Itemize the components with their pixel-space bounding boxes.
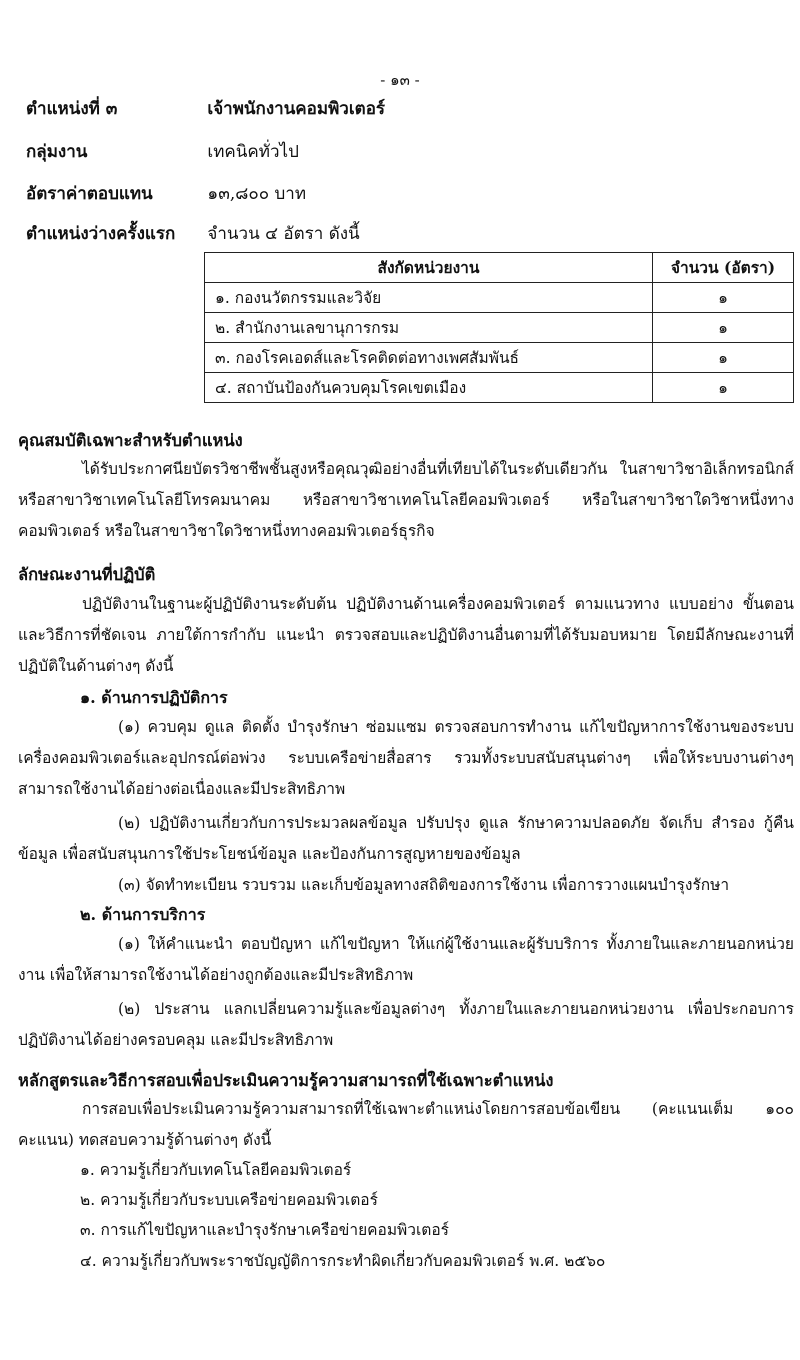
duties-intro: ปฏิบัติงานในฐานะผู้ปฏิบัติงานระดับต้น ปฏิบัติงานด้านเครื่องคอมพิวเตอร์ ตามแนวทาง แบบอย่าง ขั้นตอน และวิธีการที่ชัดเจน ภายใต้การกำกับ แนะนำ ตรวจสอบและปฏิบัติงานอื่นตามที่ได้รับมอบหมาย โดยมีลักษณะงานที่ปฏิบัติในด้านต่างๆ ดังนี้ xyxy=(18,595,794,675)
vacancy-label: ตำแหน่งว่างครั้งแรก xyxy=(26,224,176,244)
service-heading: ๒. ด้านการบริการ xyxy=(80,905,206,924)
group-label: กลุ่มงาน xyxy=(26,142,88,162)
service-item-2: (๒) ประสาน แลกเปลี่ยนความรู้และข้อมูลต่างๆ ทั้งภายในและภายนอกหน่วยงาน เพื่อประกอบการปฏิบัติงานได้อย่างครอบคลุม และมีประสิทธิภาพ xyxy=(18,1000,794,1049)
exam-item: ๑. ความรู้เกี่ยวกับเทคโนโลยีคอมพิวเตอร์ xyxy=(80,1161,352,1179)
count-column-header: จำนวน (อัตรา) xyxy=(653,253,794,283)
units-table xyxy=(204,252,794,403)
exam-item: ๓. การแก้ไขปัญหาและบำรุงรักษาเครือข่ายคอมพิวเตอร์ xyxy=(80,1221,449,1239)
salary-value: ๑๓,๘๐๐ บาท xyxy=(207,184,307,204)
table-row xyxy=(205,313,794,343)
unit-column-header: สังกัดหน่วยงาน xyxy=(205,253,653,283)
exam-heading: หลักสูตรและวิธีการสอบเพื่อประเมินความรู้ความสามารถที่ใช้เฉพาะตำแหน่ง xyxy=(18,1071,554,1090)
table-row xyxy=(205,373,794,403)
operations-item-2: (๒) ปฏิบัติงานเกี่ยวกับการประมวลผลข้อมูล ปรับปรุง ดูแล รักษาความปลอดภัย จัดเก็บ สำรอง กู้คืนข้อมูล เพื่อสนับสนุนการใช้ประโยชน์ข้อมูล และป้องกันการสูญหายของข้อมูล xyxy=(18,814,794,863)
exam-item: ๔. ความรู้เกี่ยวกับพระราชบัญญัติการกระทำผิดเกี่ยวกับคอมพิวเตอร์ พ.ศ. ๒๕๖๐ xyxy=(80,1252,606,1270)
qualifications-text: ได้รับประกาศนียบัตรวิชาชีพชั้นสูงหรือคุณวุฒิอย่างอื่นที่เทียบได้ในระดับเดียวกัน ในสาขาวิชาอิเล็กทรอนิกส์ หรือสาขาวิชาเทคโนโลยีโทรคมนาคม หรือสาขาวิชาเทคโนโลยีคอมพิวเตอร์ หรือในสาขาวิชาใดวิชาหนึ่งทางคอมพิวเตอร์ หรือในสาขาวิชาใดวิชาหนึ่งทางคอมพิวเตอร์ธุรกิจ xyxy=(18,460,794,540)
exam-item: ๒. ความรู้เกี่ยวกับระบบเครือข่ายคอมพิวเตอร์ xyxy=(80,1191,378,1209)
group-row xyxy=(26,138,299,165)
vacancy-value: จำนวน ๔ อัตรา ดังนี้ xyxy=(207,224,360,244)
group-value: เทคนิคทั่วไป xyxy=(207,142,299,162)
table-header-row xyxy=(205,253,794,283)
count-cell: ๑ xyxy=(653,283,794,313)
salary-label: อัตราค่าตอบแทน xyxy=(26,184,153,204)
position-value: เจ้าพนักงานคอมพิวเตอร์ xyxy=(207,99,386,119)
count-cell: ๑ xyxy=(653,343,794,373)
unit-cell: ๔. สถาบันป้องกันควบคุมโรคเขตเมือง xyxy=(205,373,653,403)
operations-item-1: (๑) ควบคุม ดูแล ติดตั้ง บำรุงรักษา ซ่อมแซม ตรวจสอบการทำงาน แก้ไขปัญหาการใช้งานของระบบเครื่องคอมพิวเตอร์และอุปกรณ์ต่อพ่วง ระบบเครือข่ายสื่อสาร รวมทั้งระบบสนับสนุนต่างๆ เพื่อให้ระบบงานต่างๆ สามารถใช้งานได้อย่างต่อเนื่องและมีประสิทธิภาพ xyxy=(18,718,794,798)
position-row xyxy=(26,95,385,122)
qualifications-heading: คุณสมบัติเฉพาะสำหรับตำแหน่ง xyxy=(18,431,243,450)
exam-intro: การสอบเพื่อประเมินความรู้ความสามารถที่ใช้เฉพาะตำแหน่งโดยการสอบข้อเขียน (คะแนนเต็ม ๑๐๐ คะแนน) ทดสอบความรู้ด้านต่างๆ ดังนี้ xyxy=(18,1100,794,1149)
count-cell: ๑ xyxy=(653,313,794,343)
count-cell: ๑ xyxy=(653,373,794,403)
page-number: - ๑๓ - xyxy=(380,71,420,89)
vacancy-row xyxy=(26,220,360,247)
table-row xyxy=(205,343,794,373)
operations-heading: ๑. ด้านการปฏิบัติการ xyxy=(80,688,228,707)
service-item-1: (๑) ให้คำแนะนำ ตอบปัญหา แก้ไขปัญหา ให้แก่ผู้ใช้งานและผู้รับบริการ ทั้งภายในและภายนอกหน่วยงาน เพื่อให้สามารถใช้งานได้อย่างถูกต้องและมีประสิทธิภาพ xyxy=(18,935,794,984)
unit-cell: ๓. กองโรคเอดส์และโรคติดต่อทางเพศสัมพันธ์ xyxy=(205,343,653,373)
unit-cell: ๒. สำนักงานเลขานุการกรม xyxy=(205,313,653,343)
duties-heading: ลักษณะงานที่ปฏิบัติ xyxy=(18,565,156,584)
operations-item-3: (๓) จัดทำทะเบียน รวบรวม และเก็บข้อมูลทางสถิติของการใช้งาน เพื่อการวางแผนบำรุงรักษา xyxy=(118,876,730,894)
position-label: ตำแหน่งที่ ๓ xyxy=(26,99,118,119)
table-row xyxy=(205,283,794,313)
unit-cell: ๑. กองนวัตกรรมและวิจัย xyxy=(205,283,653,313)
salary-row xyxy=(26,180,306,207)
